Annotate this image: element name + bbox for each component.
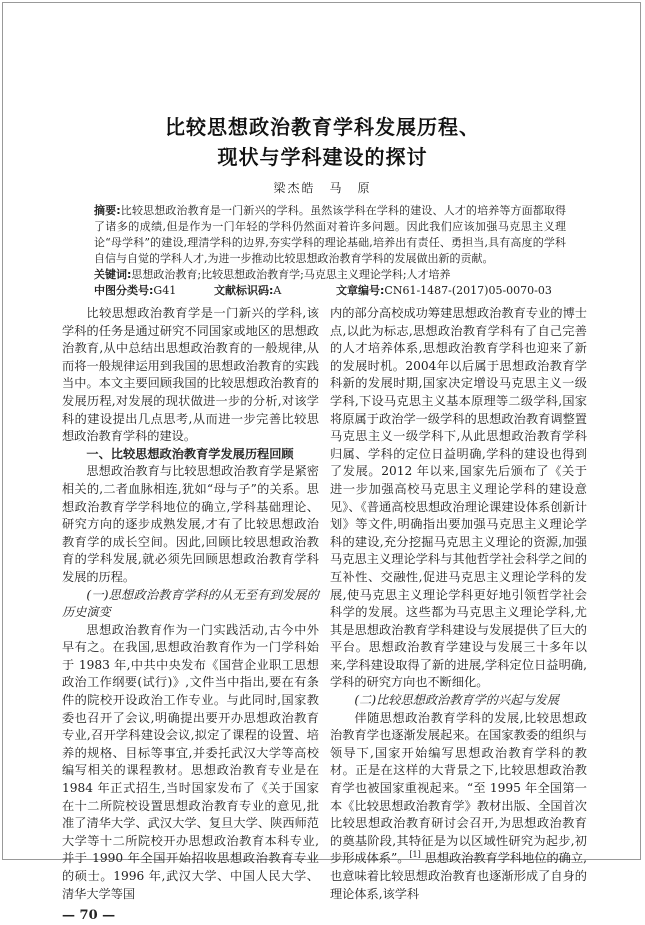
abstract-text: 比较思想政治教育是一门新兴的学科。虽然该学科在学科的建设、人才的培养等方面都取得了诸多的成绩,但是作为一门年轻的学科仍然面对着许多问题。因此我们应该加强马克思主义理论“母学科”的建设,理清学科的边界,夯实学科的理论基础,培养出有责任、勇担当,具有高度的学科自信与自觉的学科人才,为进一步推动比较思想政治教育学科的发展做出新的贡献。 <box>94 204 566 265</box>
title-line-2: 现状与学科建设的探讨 <box>217 145 428 169</box>
paragraph-3: 思想政治教育作为一门实践活动,古今中外早有之。在我国,思想政治教育作为一门学科始于 1983 年,中共中央发布《国营企业职工思想政治工作纲要(试行)》,文件当中指出,要在有条件的院校开设政治工作专业。与此同时,国家教委也召开了会议,明确提出要开办思想政治教育专业,召开学科建设会议,拟定了课程的设置、培养的规格、目标等事宜,并委托武汉大学等高校编写相关的课程教材。思想政治教育专业是在 1984 年正式招生,当时国家发布了《关于国家在十二所院校设置思想政治教育专业的意见,批准了清华大学、武汉大学、复旦大学、陕西师范大学等十二所院校开办思想政治教育本科专业,并于 1990 年全国开始招收思想政治教育专业的硕士。1996 年,武汉大学、中国人民大学、清华大学等国 <box>62 622 319 901</box>
left-column <box>62 305 319 903</box>
authors: 梁杰皓 马 原 <box>273 181 372 195</box>
keywords <box>94 267 566 283</box>
paragraph-5-text-a: 伴随思想政治教育学科的发展,比较思想政治教育学也逐渐发展起来。在国家教委的组织与领导下,国家开始编写思想政治教育学科的教材。正是在这样的大背景之下,比较思想政治教育学也被国家重视起来。“至 1995 年全国第一本《比较思想政治教育学》教材出版、全国首次比较思想政治教育研讨会召开,为思想政治教育的奠基阶段,其特征是为以区域性研究为起步,初步形成体系”。 <box>330 710 587 866</box>
paragraph-2: 思想政治教育与比较思想政治教育学是紧密相关的,二者血脉相连,犹如“母与子”的关系。思想政治教育学学科地位的确立,学科基础理论、研究方向的逐步成熟发展,才有了比较思想政治教育学的成长空间。因此,回顾比较思想政治教育的学科发展,就必须先回顾思想政治教育学科发展的历程。 <box>62 464 319 584</box>
paragraph-3-continued: 内的部分高校成功筹建思想政治教育专业的博士点,以此为标志,思想政治教育学科有了自己完善的人才培养体系,思想政治教育学科也迎来了新的发展时机。2004年以后属于思想政治教育学科新的发展时期,国家决定增设马克思主义一级学科,下设马克思主义基本原理等二级学科,国家将原属于政治学一级学科的思想政治教育调整置马克思主义一级学科下,从此思想政治教育学科归属、学科的定位日益明确,学科的建设也得到了发展。2012 年以来,国家先后颁布了《关于进一步加强高校马克思主义理论学科的建设意见》、《普通高校思想政治理论课建设体系创新计划》等文件,明确指出要加强马克思主义理论学科的建设,充分挖掘马克思主义理论的资源,加强马克思主义理论学科与其他哲学社会科学之间的互补性、交融性,促进马克思主义理论学科的发展,使马克思主义理论学科更好地引领哲学社会科学的发展。这些都为马克思主义理论学科,尤其是思想政治教育学科建设与发展提供了巨大的平台。思想政治教育学建设与发展三十多年以来,学科建设取得了新的进展,学科定位日益明确,学科的研究方向也不断细化。 <box>330 306 587 690</box>
doc-code-value: A <box>273 284 282 297</box>
keywords-label: 关键词: <box>94 268 132 281</box>
article-title <box>0 112 645 172</box>
section-heading-1: 一、比较思想政治教育学发展历程回顾 <box>86 446 294 461</box>
body-columns <box>62 305 645 903</box>
subsection-heading-2: (二)比较思想政治教育学的兴起与发展 <box>354 693 559 708</box>
abstract-label: 摘要: <box>94 204 121 217</box>
subsection-heading-1: (一)思想政治教育学科的从无至有到发展的历史演变 <box>62 587 319 620</box>
keywords-text: 思想政治教育;比较思想政治教育学;马克思主义理论学科;人才培养 <box>131 268 451 281</box>
title-line-1: 比较思想政治教育学科发展历程、 <box>165 115 480 139</box>
citation-ref: [1] <box>409 850 421 860</box>
clc-label: 中图分类号: <box>94 284 154 297</box>
article-number-label: 文章编号: <box>336 284 385 297</box>
doc-code-label: 文献标识码: <box>214 284 274 297</box>
classification-line <box>94 283 574 299</box>
right-column <box>330 305 587 903</box>
page-number: — 70 — <box>62 908 116 924</box>
paragraph-5-text-b: 思想政治教育学科地位的确立,也意味着比较思想政治教育也逐渐形成了自身的理论体系,该学科 <box>330 851 588 901</box>
paragraph-intro: 比较思想政治教育学是一门新兴的学科,该学科的任务是通过研究不同国家或地区的思想政治教育,从中总结出思想政治教育的一般规律,从而将一般规律运用到我国的思想政治教育的实践当中。本文主要回顾我国的比较思想政治教育的发展历程,对发展的现状做进一步的分析,对该学科的建设提出几点思考,从而进一步完善比较思想政治教育学科的建设。 <box>62 306 319 444</box>
paragraph-5 <box>330 710 587 904</box>
abstract <box>94 203 566 267</box>
clc-value: G41 <box>153 284 177 297</box>
article-number-value: CN61-1487-(2017)05-0070-03 <box>384 284 552 297</box>
